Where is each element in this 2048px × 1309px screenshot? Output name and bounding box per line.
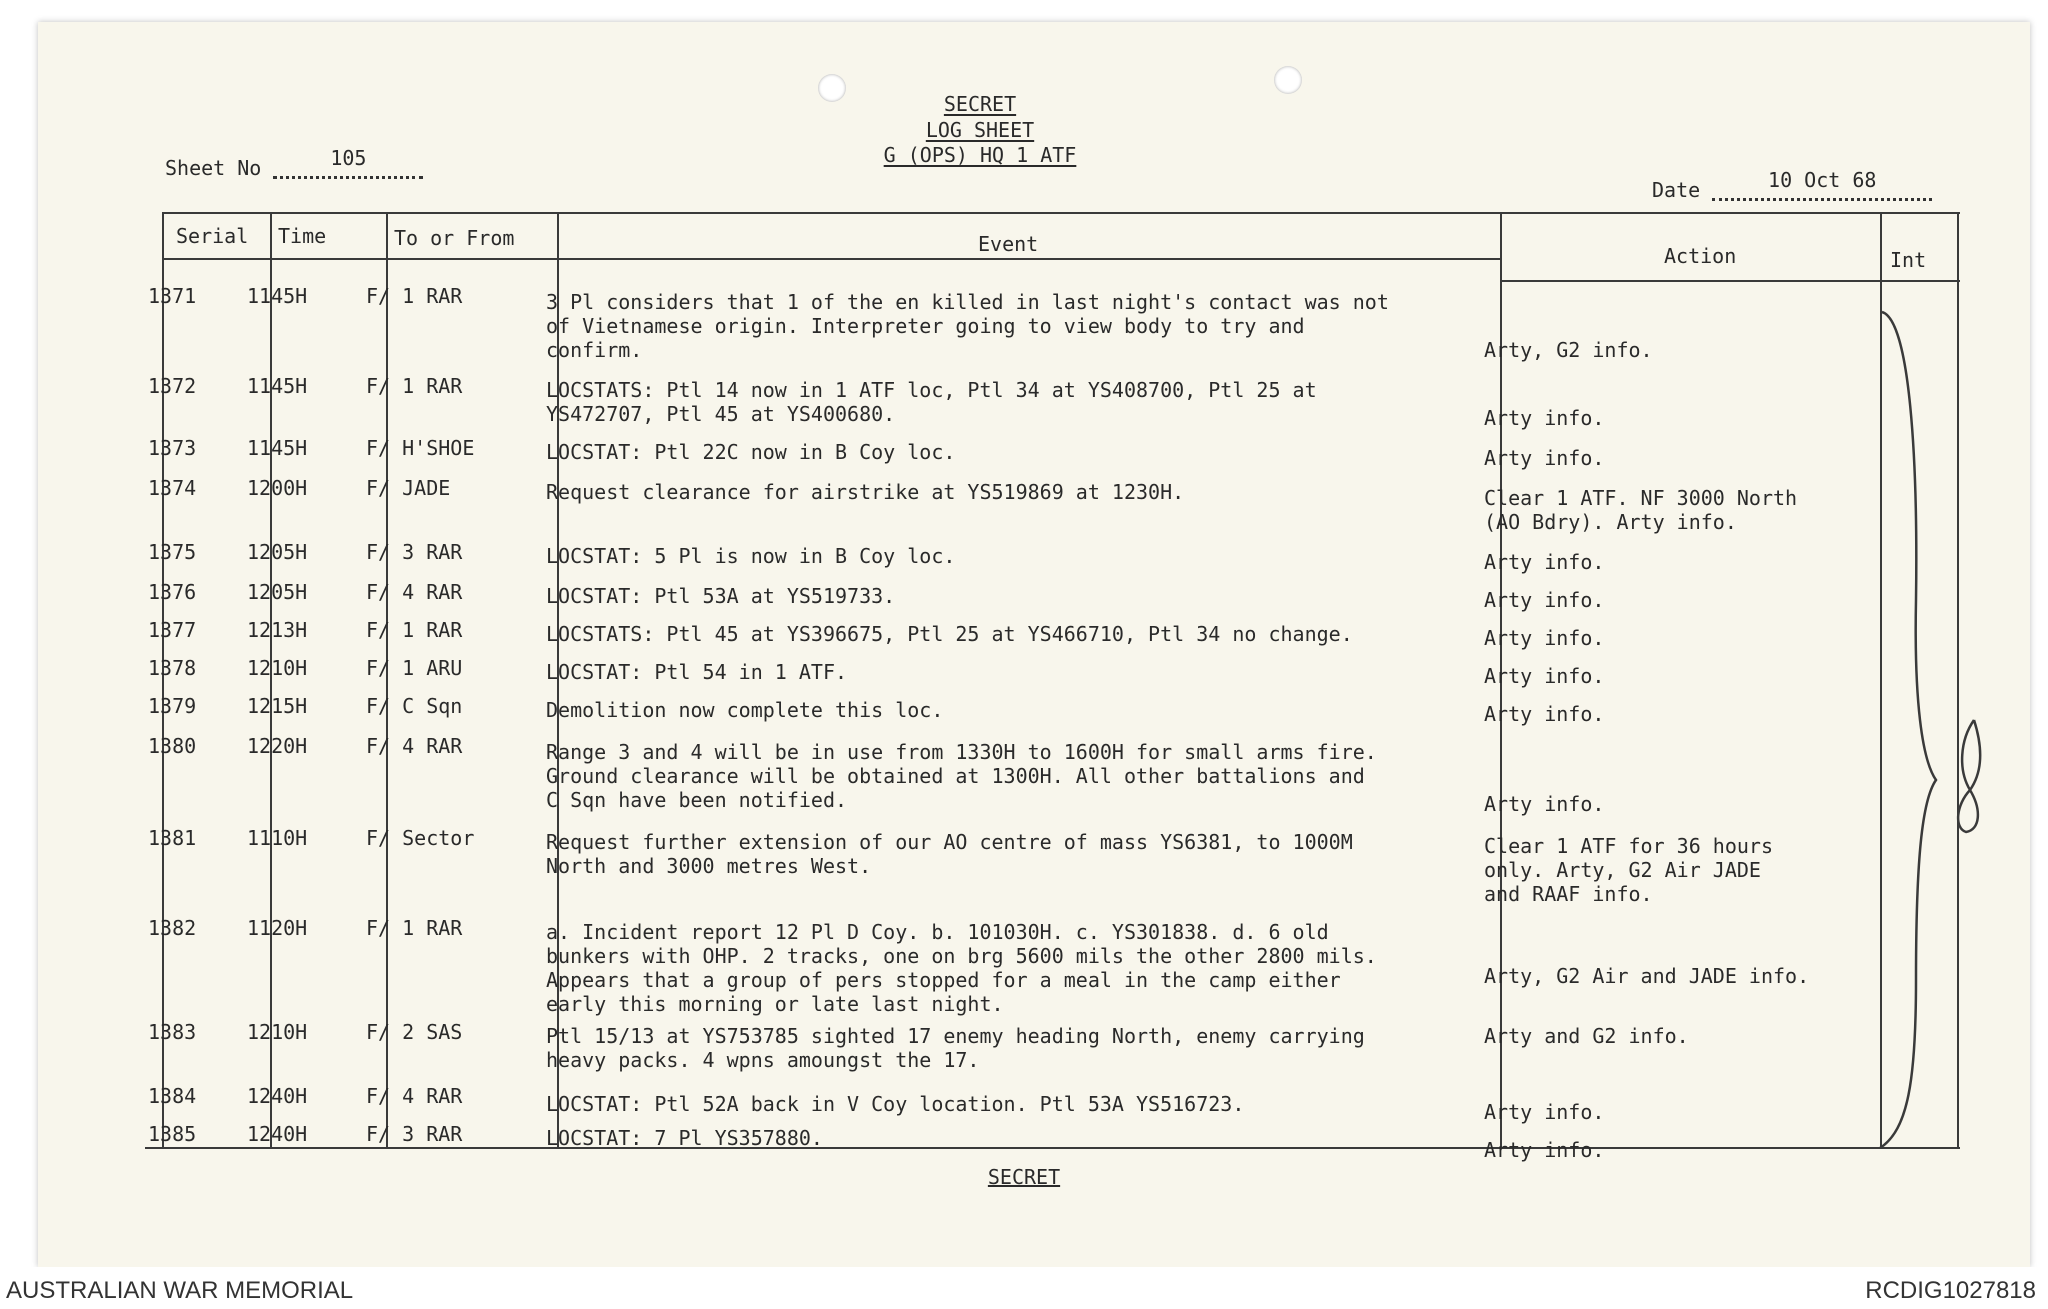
col-header-action: Action xyxy=(1664,244,1737,268)
action-cell: Arty info. xyxy=(1484,702,1605,726)
from-cell: F/ 1 ARU xyxy=(366,656,463,680)
serial-cell: 1375 xyxy=(148,540,197,564)
from-cell: F/ C Sqn xyxy=(366,694,463,718)
action-cell: Arty info. xyxy=(1484,664,1605,688)
serial-cell: 1383 xyxy=(148,1020,197,1044)
from-cell: F/ 1 RAR xyxy=(366,916,463,940)
event-cell: LOCSTAT: Ptl 54 in 1 ATF. xyxy=(546,660,848,684)
time-cell: 1205H xyxy=(247,540,308,564)
action-cell: Arty info. xyxy=(1484,626,1605,650)
event-cell: LOCSTATS: Ptl 45 at YS396675, Ptl 25 at YS466710, Ptl 34 no change. xyxy=(546,622,1353,646)
time-cell: 1210H xyxy=(247,656,308,680)
date-label: Date xyxy=(1652,178,1701,202)
from-cell: F/ 3 RAR xyxy=(366,540,463,564)
serial-cell: 1385 xyxy=(148,1122,197,1146)
action-cell: Arty info. xyxy=(1484,406,1605,430)
column-divider xyxy=(270,214,272,1149)
from-cell: F/ 4 RAR xyxy=(366,580,463,604)
action-cell: Arty info. xyxy=(1484,792,1605,816)
time-cell: 1240H xyxy=(247,1122,308,1146)
col-header-serial: Serial xyxy=(176,224,249,248)
event-cell: LOCSTAT: Ptl 52A back in V Coy location. Ptl 53A YS516723. xyxy=(546,1092,1245,1116)
header-bottom-border xyxy=(162,258,1500,260)
classification-top: SECRET xyxy=(943,92,1017,116)
from-cell: F/ 4 RAR xyxy=(366,1084,463,1108)
serial-cell: 1377 xyxy=(148,618,197,642)
column-divider xyxy=(162,214,164,1149)
from-cell: F/ 2 SAS xyxy=(366,1020,463,1044)
action-cell: Arty info. xyxy=(1484,1100,1605,1124)
event-cell: Request clearance for airstrike at YS519869 at 1230H. xyxy=(546,480,1185,504)
time-cell: 1213H xyxy=(247,618,308,642)
time-cell: 1210H xyxy=(247,1020,308,1044)
column-divider xyxy=(386,214,388,1149)
action-cell: Arty info. xyxy=(1484,550,1605,574)
serial-cell: 1371 xyxy=(148,284,197,308)
action-cell: Clear 1 ATF. NF 3000 North (AO Bdry). Arty info. xyxy=(1484,486,1798,534)
sheet-no-value: 105 xyxy=(330,146,367,170)
time-cell: 1145H xyxy=(247,284,308,308)
serial-cell: 1378 xyxy=(148,656,197,680)
serial-cell: 1373 xyxy=(148,436,197,460)
handwritten-brace-mark xyxy=(1870,300,1990,1160)
col-header-time: Time xyxy=(278,224,327,248)
action-cell: Arty and G2 info. xyxy=(1484,1024,1689,1048)
from-cell: F/ JADE xyxy=(366,476,451,500)
event-cell: LOCSTAT: 5 Pl is now in B Coy loc. xyxy=(546,544,956,568)
action-cell: Arty, G2 Air and JADE info. xyxy=(1484,964,1810,988)
from-cell: F/ Sector xyxy=(366,826,475,850)
serial-cell: 1382 xyxy=(148,916,197,940)
action-cell: Arty, G2 info. xyxy=(1484,338,1653,362)
classification-bottom: SECRET xyxy=(987,1165,1061,1189)
time-cell: 1215H xyxy=(247,694,308,718)
event-cell: Range 3 and 4 will be in use from 1330H to 1600H for small arms fire. Ground clearance will be obtained at 1300H. All other battalions and C Sqn have been notified. xyxy=(546,740,1377,812)
event-cell: LOCSTATS: Ptl 14 now in 1 ATF loc, Ptl 34 at YS408700, Ptl 25 at YS472707, Ptl 45 at YS400680. xyxy=(546,378,1317,426)
time-cell: 1120H xyxy=(247,916,308,940)
serial-cell: 1380 xyxy=(148,734,197,758)
serial-cell: 1376 xyxy=(148,580,197,604)
col-header-from: To or From xyxy=(394,226,515,250)
serial-cell: 1384 xyxy=(148,1084,197,1108)
col-header-int: Int xyxy=(1890,248,1927,272)
event-cell: 3 Pl considers that 1 of the en killed in last night's contact was not of Vietnamese origin. Interpreter going to view body to try and confirm. xyxy=(546,290,1389,362)
from-cell: F/ 1 RAR xyxy=(366,374,463,398)
from-cell: F/ 1 RAR xyxy=(366,284,463,308)
time-cell: 1220H xyxy=(247,734,308,758)
action-cell: Clear 1 ATF for 36 hours only. Arty, G2 Air JADE and RAAF info. xyxy=(1484,834,1773,906)
punch-hole xyxy=(1274,66,1302,94)
sheet-number xyxy=(165,146,423,180)
serial-cell: 1372 xyxy=(148,374,197,398)
from-cell: F/ 4 RAR xyxy=(366,734,463,758)
from-cell: F/ 3 RAR xyxy=(366,1122,463,1146)
event-cell: LOCSTAT: 7 Pl YS357880. xyxy=(546,1126,823,1150)
event-cell: LOCSTAT: Ptl 53A at YS519733. xyxy=(546,584,896,608)
serial-cell: 1379 xyxy=(148,694,197,718)
sheet-label: Sheet No xyxy=(165,156,262,180)
action-cell: Arty info. xyxy=(1484,588,1605,612)
from-cell: F/ H'SHOE xyxy=(366,436,475,460)
time-cell: 1200H xyxy=(247,476,308,500)
serial-cell: 1374 xyxy=(148,476,197,500)
header-bottom-border xyxy=(1500,280,1960,282)
archive-strip xyxy=(0,1267,2048,1309)
sheet-title: LOG SHEET xyxy=(925,118,1035,142)
event-cell: LOCSTAT: Ptl 22C now in B Coy loc. xyxy=(546,440,956,464)
event-cell: Demolition now complete this loc. xyxy=(546,698,944,722)
action-cell: Arty info. xyxy=(1484,1138,1605,1162)
serial-cell: 1381 xyxy=(148,826,197,850)
action-cell: Arty info. xyxy=(1484,446,1605,470)
from-cell: F/ 1 RAR xyxy=(366,618,463,642)
col-header-event: Event xyxy=(978,232,1039,256)
event-cell: Ptl 15/13 at YS753785 sighted 17 enemy heading North, enemy carrying heavy packs. 4 wpns amoungst the 17. xyxy=(546,1024,1365,1072)
date-field xyxy=(1652,168,1932,202)
time-cell: 1240H xyxy=(247,1084,308,1108)
event-cell: a. Incident report 12 Pl D Coy. b. 101030H. c. YS301838. d. 6 old bunkers with OHP. 2 tracks, one on brg 5600 mils the other 2800 mils. Appears that a group of pers stopped for a meal in the camp either early this morning or late last night. xyxy=(546,920,1377,1016)
table-top-border xyxy=(162,212,1960,214)
date-value: 10 Oct 68 xyxy=(1768,168,1877,192)
event-cell: Request further extension of our AO centre of mass YS6381, to 1000M North and 3000 metres West. xyxy=(546,830,1353,878)
time-cell: 1110H xyxy=(247,826,308,850)
time-cell: 1145H xyxy=(247,374,308,398)
unit-title: G (OPS) HQ 1 ATF xyxy=(883,143,1077,167)
archive-source: AUSTRALIAN WAR MEMORIAL xyxy=(6,1277,354,1304)
time-cell: 1145H xyxy=(247,436,308,460)
archive-id: RCDIG1027818 xyxy=(1865,1277,2036,1304)
time-cell: 1205H xyxy=(247,580,308,604)
